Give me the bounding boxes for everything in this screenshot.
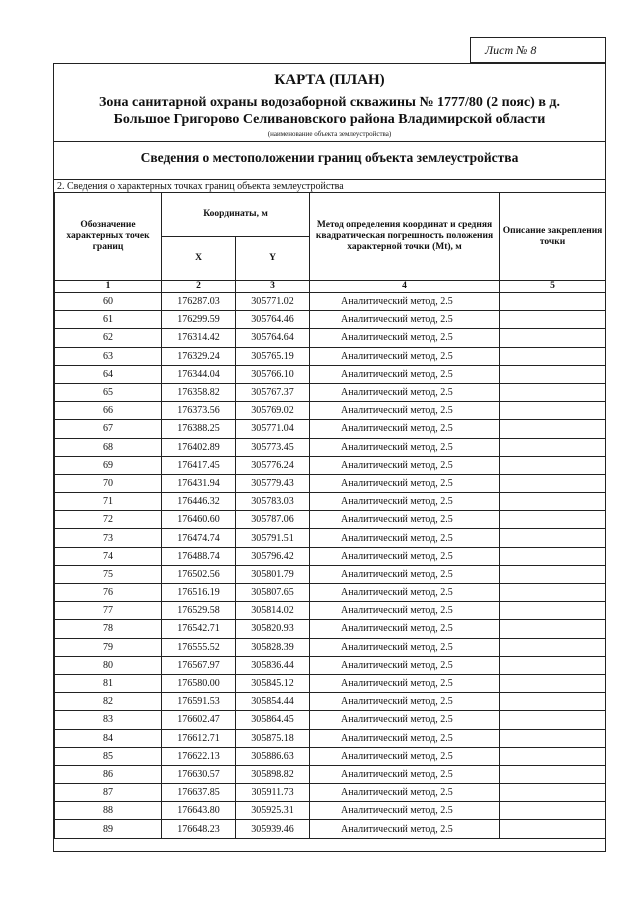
point-id-cell: 65 <box>55 383 162 401</box>
coord-y-cell: 305898.82 <box>236 765 310 783</box>
coord-y-cell: 305765.19 <box>236 347 310 365</box>
coord-x-cell: 176488.74 <box>162 547 236 565</box>
table-row <box>55 784 606 802</box>
method-cell: Аналитический метод, 2.5 <box>310 311 500 329</box>
coord-x-cell: 176446.32 <box>162 493 236 511</box>
subtitle-line-1: Зона санитарной охраны водозаборной скважины № 1777/80 (2 пояс) в д. <box>99 95 560 110</box>
subtitle-line-2: Большое Григорово Селивановского района Владимирской области <box>113 112 546 127</box>
point-id-cell: 66 <box>55 402 162 420</box>
coord-y-cell: 305886.63 <box>236 747 310 765</box>
coord-y-cell: 305925.31 <box>236 802 310 820</box>
method-cell: Аналитический метод, 2.5 <box>310 656 500 674</box>
table-row <box>55 693 606 711</box>
subsection-title: 2. Сведения о характерных точках границ объекта землеустройства <box>57 181 344 192</box>
coord-x-cell: 176529.58 <box>162 602 236 620</box>
description-cell <box>500 456 606 474</box>
coord-x-cell: 176516.19 <box>162 584 236 602</box>
coord-x-cell: 176358.82 <box>162 383 236 401</box>
table-row <box>55 584 606 602</box>
coord-y-cell: 305791.51 <box>236 529 310 547</box>
point-id-cell: 82 <box>55 693 162 711</box>
coord-y-cell: 305864.45 <box>236 711 310 729</box>
method-cell: Аналитический метод, 2.5 <box>310 438 500 456</box>
sheet-number: Лист № 8 <box>470 37 606 63</box>
description-cell <box>500 602 606 620</box>
method-cell: Аналитический метод, 2.5 <box>310 620 500 638</box>
coord-x-cell: 176474.74 <box>162 529 236 547</box>
point-id-cell: 69 <box>55 456 162 474</box>
table-row <box>55 547 606 565</box>
coord-x-cell: 176630.57 <box>162 765 236 783</box>
description-cell <box>500 784 606 802</box>
method-cell: Аналитический метод, 2.5 <box>310 820 500 838</box>
header-y: Y <box>236 237 310 281</box>
coord-y-cell: 305771.04 <box>236 420 310 438</box>
point-id-cell: 77 <box>55 602 162 620</box>
method-cell: Аналитический метод, 2.5 <box>310 529 500 547</box>
coord-y-cell: 305845.12 <box>236 674 310 692</box>
coord-x-cell: 176287.03 <box>162 293 236 311</box>
coord-x-cell: 176388.25 <box>162 420 236 438</box>
col-number: 3 <box>236 281 310 293</box>
coord-y-cell: 305766.10 <box>236 365 310 383</box>
coord-y-cell: 305807.65 <box>236 584 310 602</box>
coord-y-cell: 305875.18 <box>236 729 310 747</box>
coord-x-cell: 176344.04 <box>162 365 236 383</box>
method-cell: Аналитический метод, 2.5 <box>310 638 500 656</box>
table-row <box>55 511 606 529</box>
coord-x-cell: 176580.00 <box>162 674 236 692</box>
method-cell: Аналитический метод, 2.5 <box>310 693 500 711</box>
method-cell: Аналитический метод, 2.5 <box>310 329 500 347</box>
table-body <box>55 293 606 839</box>
description-cell <box>500 293 606 311</box>
method-cell: Аналитический метод, 2.5 <box>310 802 500 820</box>
point-id-cell: 60 <box>55 293 162 311</box>
coord-x-cell: 176314.42 <box>162 329 236 347</box>
description-cell <box>500 765 606 783</box>
table-row <box>55 620 606 638</box>
coord-y-cell: 305787.06 <box>236 511 310 529</box>
table-row <box>55 329 606 347</box>
description-cell <box>500 584 606 602</box>
point-id-cell: 87 <box>55 784 162 802</box>
coord-x-cell: 176555.52 <box>162 638 236 656</box>
coord-y-cell: 305801.79 <box>236 565 310 583</box>
col-number: 2 <box>162 281 236 293</box>
coord-y-cell: 305828.39 <box>236 638 310 656</box>
method-cell: Аналитический метод, 2.5 <box>310 365 500 383</box>
table-row <box>55 347 606 365</box>
method-cell: Аналитический метод, 2.5 <box>310 584 500 602</box>
table-row <box>55 293 606 311</box>
divider <box>54 179 605 180</box>
method-cell: Аналитический метод, 2.5 <box>310 383 500 401</box>
table-row <box>55 456 606 474</box>
description-cell <box>500 565 606 583</box>
header-point: Обозначение характерных точек границ <box>55 193 162 281</box>
description-cell <box>500 365 606 383</box>
coord-y-cell: 305779.43 <box>236 474 310 492</box>
coord-y-cell: 305854.44 <box>236 693 310 711</box>
description-cell <box>500 383 606 401</box>
description-cell <box>500 347 606 365</box>
description-cell <box>500 820 606 838</box>
coord-x-cell: 176591.53 <box>162 693 236 711</box>
method-cell: Аналитический метод, 2.5 <box>310 674 500 692</box>
point-id-cell: 75 <box>55 565 162 583</box>
table-row <box>55 802 606 820</box>
table-row <box>55 765 606 783</box>
divider <box>54 141 605 142</box>
description-cell <box>500 747 606 765</box>
coord-x-cell: 176329.24 <box>162 347 236 365</box>
table-row <box>55 493 606 511</box>
table-row <box>55 729 606 747</box>
coord-y-cell: 305911.73 <box>236 784 310 802</box>
table-row <box>55 474 606 492</box>
coord-x-cell: 176622.13 <box>162 747 236 765</box>
coord-y-cell: 305771.02 <box>236 293 310 311</box>
point-id-cell: 73 <box>55 529 162 547</box>
table-row <box>55 711 606 729</box>
point-id-cell: 64 <box>55 365 162 383</box>
coord-y-cell: 305769.02 <box>236 402 310 420</box>
description-cell <box>500 729 606 747</box>
method-cell: Аналитический метод, 2.5 <box>310 420 500 438</box>
table-row <box>55 656 606 674</box>
description-cell <box>500 511 606 529</box>
point-id-cell: 79 <box>55 638 162 656</box>
method-cell: Аналитический метод, 2.5 <box>310 347 500 365</box>
coord-y-cell: 305820.93 <box>236 620 310 638</box>
description-cell <box>500 620 606 638</box>
description-cell <box>500 438 606 456</box>
coord-y-cell: 305767.37 <box>236 383 310 401</box>
point-id-cell: 67 <box>55 420 162 438</box>
coord-x-cell: 176612.71 <box>162 729 236 747</box>
description-cell <box>500 674 606 692</box>
table-row <box>55 383 606 401</box>
method-cell: Аналитический метод, 2.5 <box>310 784 500 802</box>
table-row <box>55 402 606 420</box>
table-row <box>55 602 606 620</box>
description-cell <box>500 420 606 438</box>
coord-x-cell: 176602.47 <box>162 711 236 729</box>
point-id-cell: 71 <box>55 493 162 511</box>
point-id-cell: 74 <box>55 547 162 565</box>
coord-y-cell: 305764.64 <box>236 329 310 347</box>
coord-x-cell: 176643.80 <box>162 802 236 820</box>
description-cell <box>500 638 606 656</box>
table-row <box>55 529 606 547</box>
point-id-cell: 76 <box>55 584 162 602</box>
point-id-cell: 63 <box>55 347 162 365</box>
description-cell <box>500 329 606 347</box>
coord-x-cell: 176431.94 <box>162 474 236 492</box>
method-cell: Аналитический метод, 2.5 <box>310 293 500 311</box>
point-id-cell: 80 <box>55 656 162 674</box>
method-cell: Аналитический метод, 2.5 <box>310 565 500 583</box>
method-cell: Аналитический метод, 2.5 <box>310 474 500 492</box>
table-row <box>55 747 606 765</box>
table-row <box>55 674 606 692</box>
point-id-cell: 86 <box>55 765 162 783</box>
point-id-cell: 72 <box>55 511 162 529</box>
point-id-cell: 62 <box>55 329 162 347</box>
object-caption: (наименование объекта землеустройства) <box>267 130 392 138</box>
point-id-cell: 89 <box>55 820 162 838</box>
coord-y-cell: 305776.24 <box>236 456 310 474</box>
coord-y-cell: 305764.46 <box>236 311 310 329</box>
points-table <box>54 192 606 839</box>
point-id-cell: 78 <box>55 620 162 638</box>
header-method: Метод определения координат и средняя квадратическая погрешность положения характерной точки (Mt), м <box>310 193 500 281</box>
method-cell: Аналитический метод, 2.5 <box>310 711 500 729</box>
description-cell <box>500 474 606 492</box>
col-number: 4 <box>310 281 500 293</box>
description-cell <box>500 693 606 711</box>
header-x: X <box>162 237 236 281</box>
coord-x-cell: 176299.59 <box>162 311 236 329</box>
col-number: 5 <box>500 281 606 293</box>
coord-y-cell: 305939.46 <box>236 820 310 838</box>
point-id-cell: 85 <box>55 747 162 765</box>
table-row <box>55 820 606 838</box>
point-id-cell: 88 <box>55 802 162 820</box>
method-cell: Аналитический метод, 2.5 <box>310 729 500 747</box>
col-number: 1 <box>55 281 162 293</box>
point-id-cell: 81 <box>55 674 162 692</box>
header-desc: Описание закрепления точки <box>500 193 606 281</box>
coord-x-cell: 176373.56 <box>162 402 236 420</box>
point-id-cell: 83 <box>55 711 162 729</box>
method-cell: Аналитический метод, 2.5 <box>310 547 500 565</box>
coord-y-cell: 305796.42 <box>236 547 310 565</box>
point-id-cell: 61 <box>55 311 162 329</box>
description-cell <box>500 656 606 674</box>
table-row <box>55 365 606 383</box>
description-cell <box>500 711 606 729</box>
coord-x-cell: 176567.97 <box>162 656 236 674</box>
document-frame <box>53 63 606 852</box>
coord-x-cell: 176417.45 <box>162 456 236 474</box>
coord-y-cell: 305814.02 <box>236 602 310 620</box>
method-cell: Аналитический метод, 2.5 <box>310 456 500 474</box>
document-subtitle <box>54 94 605 128</box>
table-row <box>55 420 606 438</box>
document-title: КАРТА (ПЛАН) <box>274 72 385 88</box>
description-cell <box>500 402 606 420</box>
description-cell <box>500 802 606 820</box>
coord-x-cell: 176402.89 <box>162 438 236 456</box>
coord-x-cell: 176542.71 <box>162 620 236 638</box>
table-row <box>55 565 606 583</box>
method-cell: Аналитический метод, 2.5 <box>310 765 500 783</box>
table-row <box>55 438 606 456</box>
description-cell <box>500 547 606 565</box>
method-cell: Аналитический метод, 2.5 <box>310 511 500 529</box>
section-title: Сведения о местоположении границ объекта землеустройства <box>140 150 519 165</box>
point-id-cell: 84 <box>55 729 162 747</box>
description-cell <box>500 493 606 511</box>
table-row <box>55 311 606 329</box>
coord-y-cell: 305783.03 <box>236 493 310 511</box>
method-cell: Аналитический метод, 2.5 <box>310 602 500 620</box>
coord-x-cell: 176502.56 <box>162 565 236 583</box>
coord-x-cell: 176460.60 <box>162 511 236 529</box>
method-cell: Аналитический метод, 2.5 <box>310 747 500 765</box>
method-cell: Аналитический метод, 2.5 <box>310 402 500 420</box>
coord-x-cell: 176637.85 <box>162 784 236 802</box>
coord-x-cell: 176648.23 <box>162 820 236 838</box>
point-id-cell: 70 <box>55 474 162 492</box>
table-row <box>55 638 606 656</box>
coord-y-cell: 305836.44 <box>236 656 310 674</box>
description-cell <box>500 529 606 547</box>
method-cell: Аналитический метод, 2.5 <box>310 493 500 511</box>
coord-y-cell: 305773.45 <box>236 438 310 456</box>
header-coords: Координаты, м <box>162 193 310 237</box>
point-id-cell: 68 <box>55 438 162 456</box>
description-cell <box>500 311 606 329</box>
